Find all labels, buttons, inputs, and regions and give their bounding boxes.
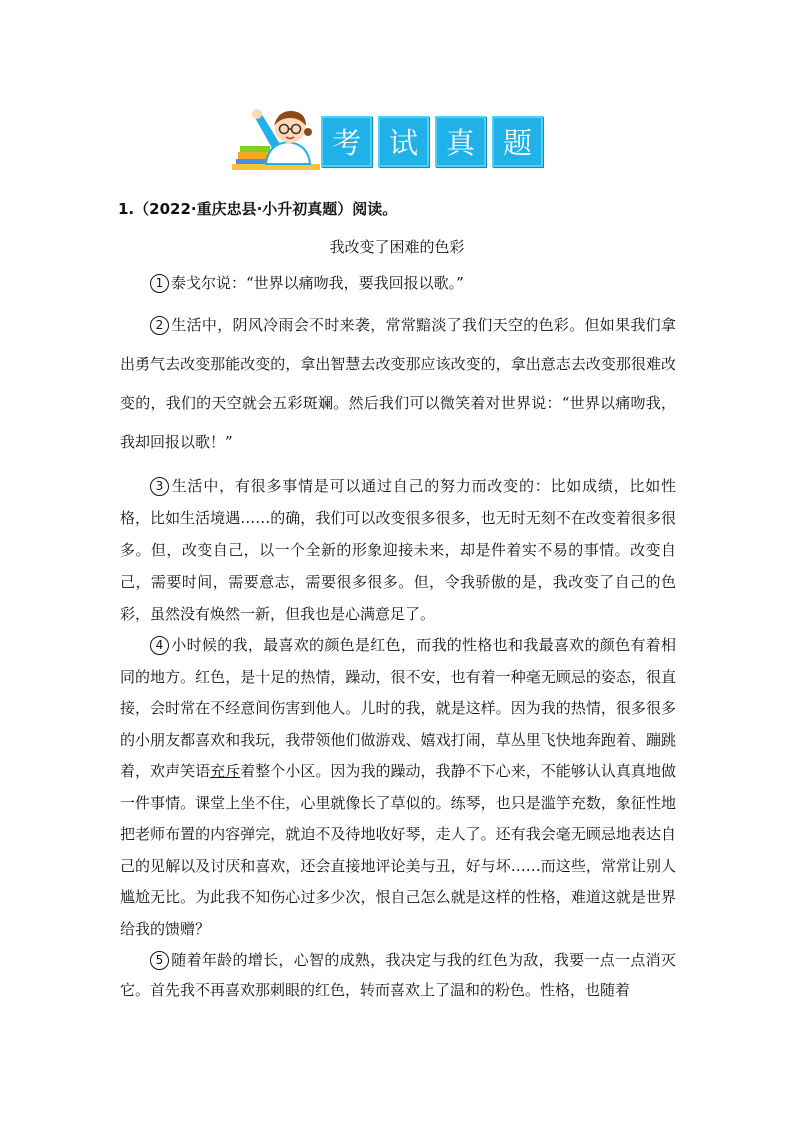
article-body bbox=[120, 268, 676, 1005]
paragraph-text: 生活中，有很多事情是可以通过自己的努力而改变的：比如成绩，比如性格，比如生活境遇……的确，我们可以改变很多很多，也无时无刻不在改变着很多很多。但，改变自己，以一个全新的形象迎接未来，却是件着实不易的事情。改变自己，需要时间，需要意志，需要很多很多。但，令我骄傲的是，我改变了自己的色彩，虽然没有焕然一新，但我也是心满意足了。 bbox=[120, 477, 676, 623]
exam-banner bbox=[228, 106, 568, 170]
paragraph bbox=[120, 470, 676, 630]
underlined-word: 充斥 bbox=[210, 762, 241, 780]
banner-tile: 题 bbox=[492, 116, 543, 167]
paragraph-text: 随着年龄的增长，心智的成熟，我决定与我的红色为敌，我要一点一点消灭它。首先我不再喜欢那刺眼的红色，转而喜欢上了温和的粉色。性格，也随着 bbox=[120, 951, 676, 999]
student-mascot-icon bbox=[228, 106, 320, 170]
paragraph bbox=[120, 630, 676, 945]
paragraph-number: 1 bbox=[150, 274, 169, 293]
paragraph-text: 小时候的我，最喜欢的颜色是红色，而我的性格也和我最喜欢的颜色有着相同的地方。红色，是十足的热情，躁动，很不安，也有着一种毫无顾忌的姿态，很直接，会时常在不经意间伤害到他人。儿时的我，就是这样。因为我的热情，很多很多的小朋友都喜欢和我玩，我带领他们做游戏、嬉戏打闹，草丛里飞快地奔跑着、蹦跳着，欢声笑语 bbox=[120, 636, 676, 780]
paragraph bbox=[120, 268, 676, 298]
banner-tiles bbox=[321, 116, 543, 167]
banner-tile: 真 bbox=[435, 116, 486, 167]
paragraph-number: 3 bbox=[150, 477, 169, 496]
paragraph-text: 生活中，阴风冷雨会不时来袭，常常黯淡了我们天空的色彩。但如果我们拿出勇气去改变那能改变的，拿出智慧去改变那应该改变的，拿出意志去改变那很难改变的，我们的天空就会五彩斑斓。然后我们可以微笑着对世界说：“世界以痛吻我，我却回报以歌！” bbox=[120, 316, 676, 451]
paragraph-text: 着整个小区。因为我的躁动，我静不下心来，不能够认认真真地做一件事情。课堂上坐不住，心里就像长了草似的。练琴，也只是滥竽充数，象征性地把老师布置的内容弹完，就迫不及待地收好琴，走人了。还有我会毫无顾忌地表达自己的见解以及讨厌和喜欢，还会直接地评论美与丑，好与坏……而这些，常常让别人尴尬无比。为此我不知伤心过多少次，恨自己怎么就是这样的性格，难道这就是世界给我的馈赠？ bbox=[120, 762, 676, 938]
banner-tile: 试 bbox=[378, 116, 429, 167]
banner-tile: 考 bbox=[321, 116, 372, 167]
paragraph-text: 泰戈尔说：“世界以痛吻我，要我回报以歌。” bbox=[171, 274, 464, 292]
paragraph-number: 5 bbox=[150, 951, 169, 970]
paragraph-number: 2 bbox=[150, 316, 169, 335]
paragraph bbox=[120, 306, 676, 462]
paragraph bbox=[120, 945, 676, 1005]
article-title: 我改变了困难的色彩 bbox=[329, 238, 465, 256]
paragraph-number: 4 bbox=[150, 636, 169, 655]
question-title: 1.（2022·重庆忠县·小升初真题）阅读。 bbox=[118, 200, 398, 218]
